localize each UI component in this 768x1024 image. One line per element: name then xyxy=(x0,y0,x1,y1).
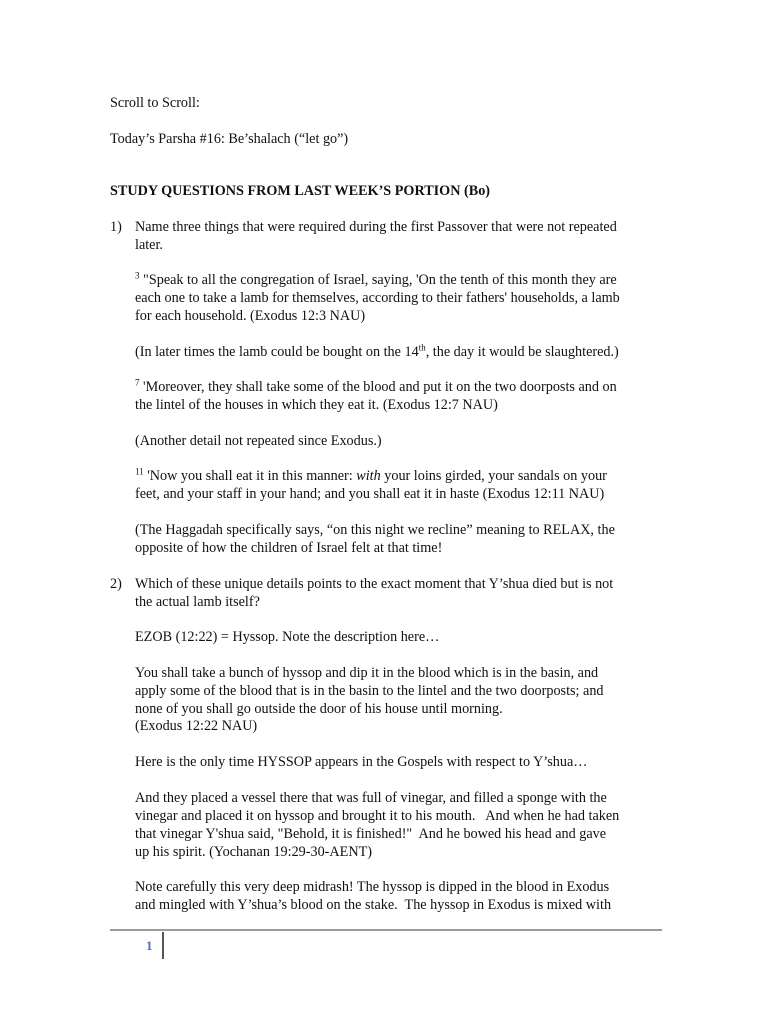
passage-3-line-2: vinegar and placed it on hyssop and brought it to his mouth. And when he had taken xyxy=(135,808,620,824)
page-number: 1 xyxy=(146,938,153,953)
question-1-text-line-1: Name three things that were required during the first Passover that were not repeated xyxy=(135,219,617,235)
question-2-number: 2) xyxy=(110,576,122,592)
verse-3-number: 3 xyxy=(135,270,140,281)
passage-2: Here is the only time HYSSOP appears in the Gospels with respect to Y’shua… xyxy=(135,754,588,770)
passage-1-line-3: none of you shall go outside the door of his house until morning. xyxy=(135,701,503,717)
verse-7-line-1: $^7$ 'Moreover, they shall take some of the blood and put it on the two doorposts and on xyxy=(135,377,617,395)
question-1-number: 1) xyxy=(110,219,122,235)
ezob-note: EZOB (12:22) = Hyssop. Note the description here… xyxy=(135,629,440,645)
verse-3-line-2: each one to take a lamb for themselves, according to their fathers' households, a lamb xyxy=(135,290,620,306)
note-3-line-2: opposite of how the children of Israel felt at that time! xyxy=(135,540,443,556)
section-heading: STUDY QUESTIONS FROM LAST WEEK’S PORTION (Bo) xyxy=(110,183,491,199)
question-2-text-line-1: Which of these unique details points to the exact moment that Y’shua died but is not xyxy=(135,576,614,592)
footer-rule xyxy=(110,929,662,931)
passage-1-line-2: apply some of the blood that is in the basin to the lintel and the two doorposts; and xyxy=(135,683,604,699)
note-2: (Another detail not repeated since Exodus.) xyxy=(135,433,382,449)
verse-11-line-1: $^{11}$ 'Now you shall eat it in this manner: with your loins girded, your sandals on your xyxy=(135,466,607,484)
passage-3-line-3: that vinegar Y'shua said, "Behold, it is finished!" And he bowed his head and gave xyxy=(135,826,607,842)
verse-7-line-2: the lintel of the houses in which they eat it. (Exodus 12:7 NAU) xyxy=(135,397,498,413)
verse-7-number: 7 xyxy=(135,377,140,388)
question-2-text-line-2: the actual lamb itself? xyxy=(135,594,260,610)
header-line-2: Today’s Parsha #16: Be’shalach (“let go”) xyxy=(110,131,349,147)
note-3-line-1: (The Haggadah specifically says, “on this night we recline” meaning to RELAX, the xyxy=(135,522,615,538)
verse-11-number: 11 xyxy=(135,466,144,477)
note-1: (In later times the lamb could be bought on the 14th, the day it would be slaughtered.) xyxy=(135,342,619,360)
verse-3-line-1: $^3$ "Speak to all the congregation of Israel, saying, 'On the tenth of this month they are xyxy=(135,270,617,288)
passage-3-line-1: And they placed a vessel there that was full of vinegar, and filled a sponge with the xyxy=(135,790,607,806)
verse-11-line-2: feet, and your staff in your hand; and you shall eat it in haste (Exodus 12:11 NAU) xyxy=(135,486,605,502)
question-1-text-line-2: later. xyxy=(135,237,163,253)
header-line-1: Scroll to Scroll: xyxy=(110,95,200,111)
passage-3-line-4: up his spirit. (Yochanan 19:29-30-AENT) xyxy=(135,844,372,860)
verse-3-line-3: for each household. (Exodus 12:3 NAU) xyxy=(135,308,366,324)
passage-4-line-2: and mingled with Y’shua’s blood on the stake. The hyssop in Exodus is mixed with xyxy=(135,897,612,913)
footer-divider xyxy=(162,932,164,959)
passage-1-line-4: (Exodus 12:22 NAU) xyxy=(135,718,258,734)
passage-4-line-1: Note carefully this very deep midrash! The hyssop is dipped in the blood in Exodus xyxy=(135,879,610,895)
passage-1-line-1: You shall take a bunch of hyssop and dip it in the blood which is in the basin, and xyxy=(135,665,599,681)
